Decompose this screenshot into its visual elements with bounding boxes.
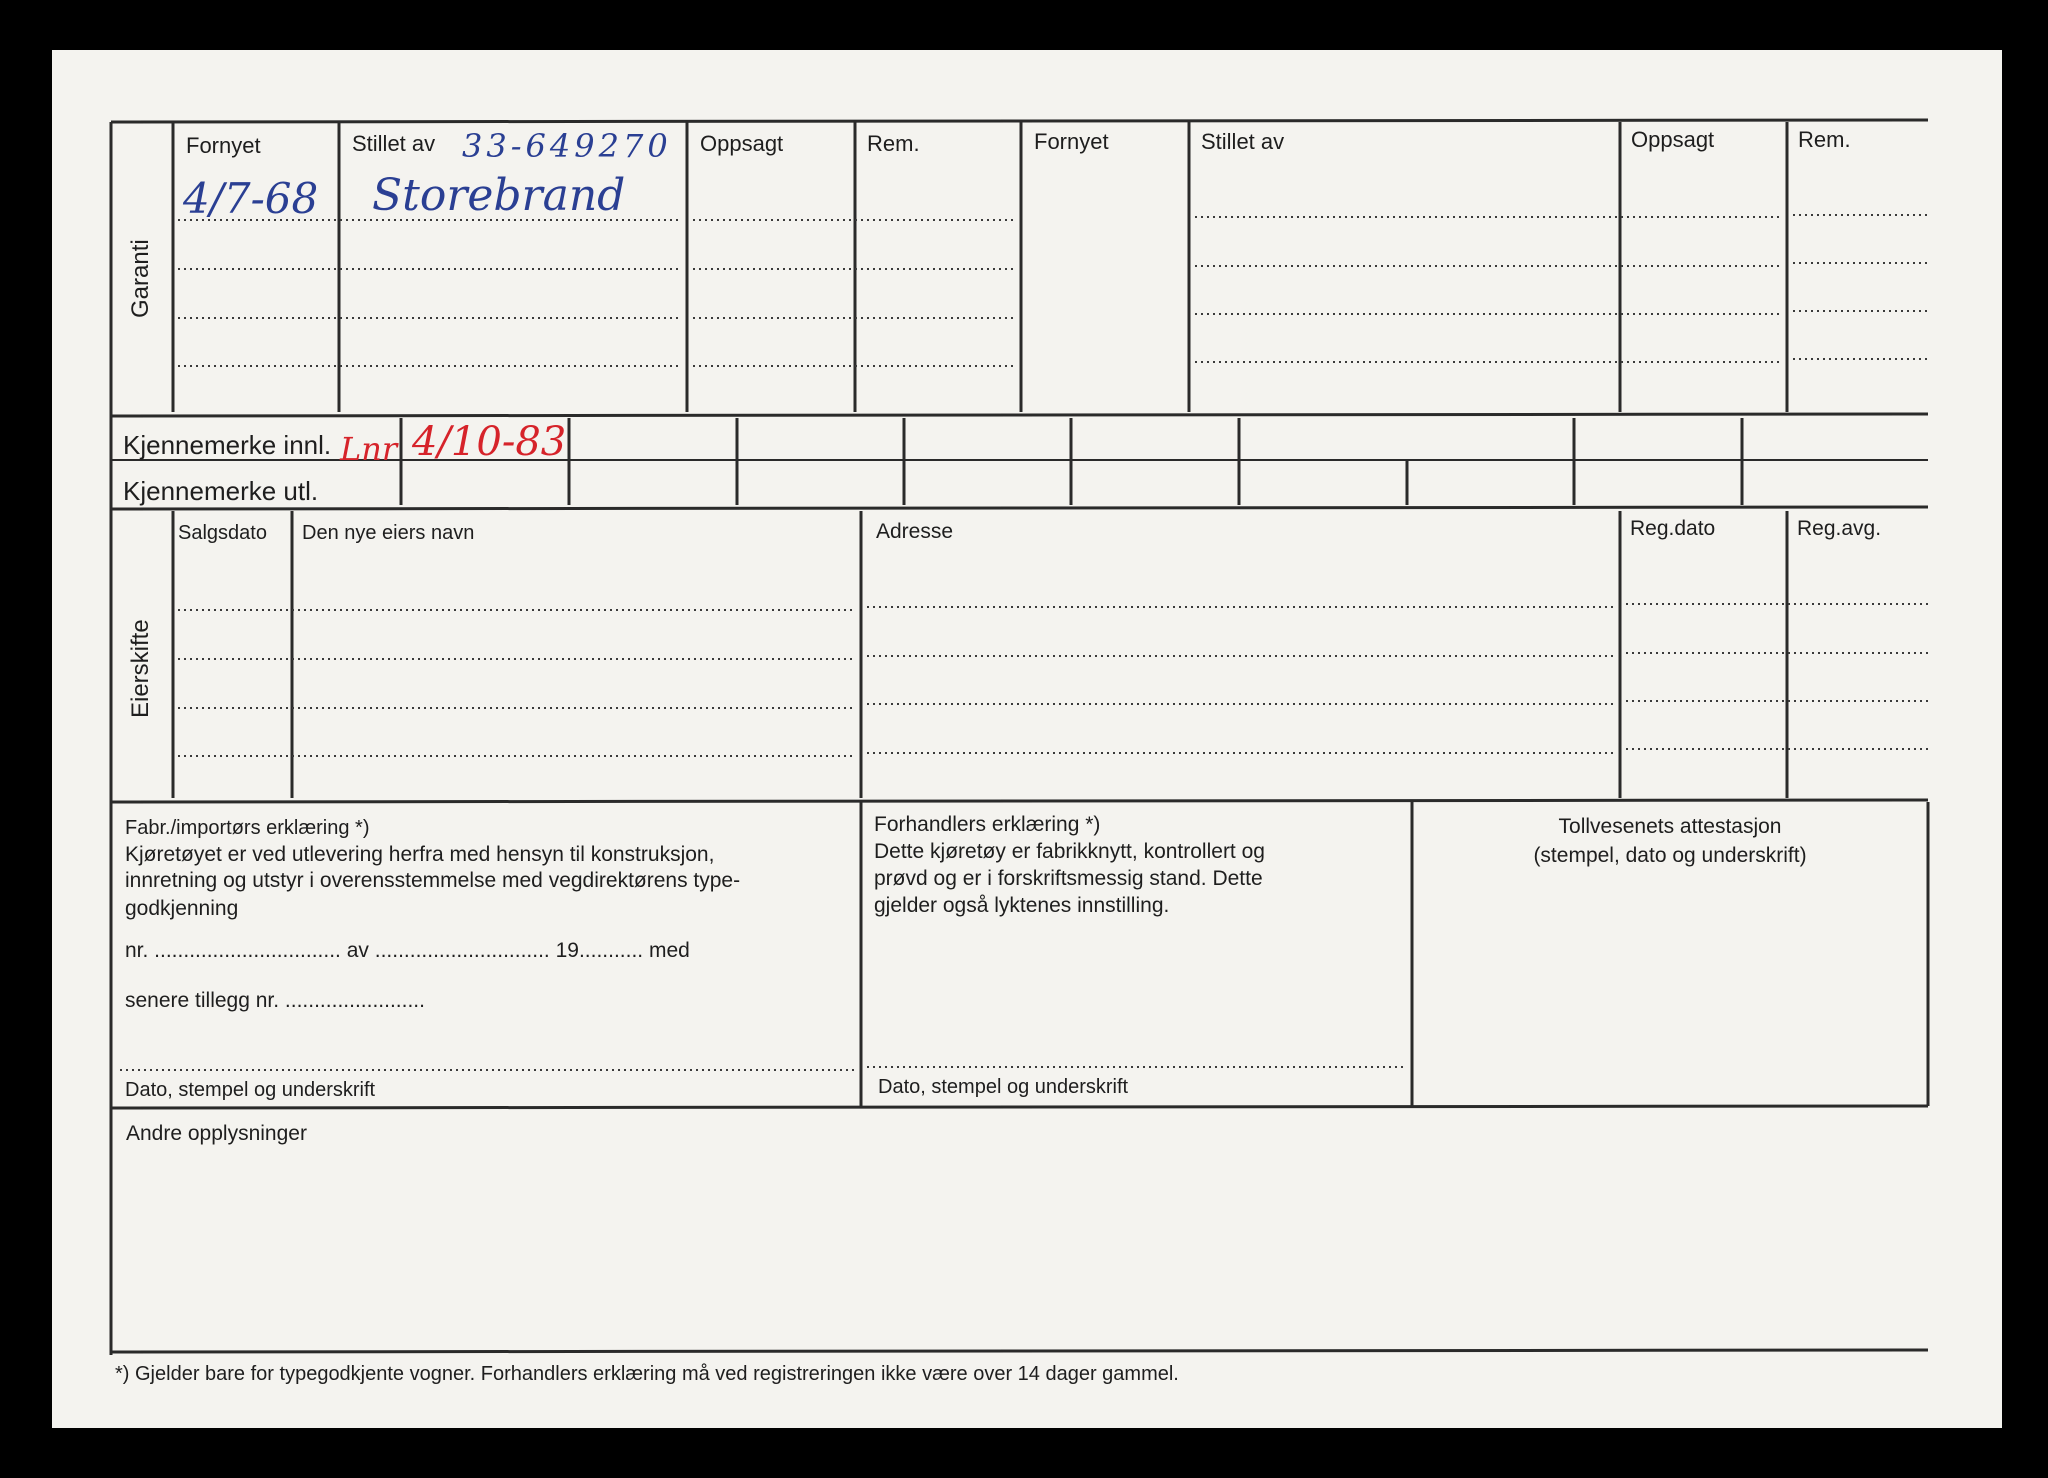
fabr-line-2: innretning og utstyr i overensstemmelse med vegdirektørens type-: [125, 869, 741, 892]
handwritten-guarantee-number: 33-649270: [462, 127, 672, 165]
garanti-header-fornyet-2: Fornyet: [1034, 129, 1109, 154]
eierskifte-header-reg-dato: Reg.dato: [1630, 517, 1716, 540]
kjennemerke-innl-label: Kjennemerke innl.: [123, 430, 332, 460]
fabr-line-3: godkjenning: [125, 897, 239, 920]
toll-title: Tollvesenets attestasjon: [1558, 815, 1782, 838]
toll-block: [1412, 816, 1928, 866]
garanti-header-rem-1: Rem.: [867, 131, 920, 156]
handwritten-fornyet-date: 4/7-68: [183, 174, 319, 223]
fabr-title: Fabr./importørs erklæring *): [125, 817, 370, 839]
eierskifte-header-salgsdato: Salgsdato: [178, 522, 267, 544]
kjennemerke-utl-label: Kjennemerke utl.: [123, 476, 319, 506]
andre-opplysninger-label: Andre opplysninger: [126, 1122, 307, 1145]
garanti-header-stillet-av-1: Stillet av: [352, 131, 436, 156]
vehicle-registration-card: [52, 50, 2002, 1428]
fabr-signature-label: Dato, stempel og underskrift: [125, 1079, 376, 1101]
fabr-line-1: Kjøretøyet er ved utlevering herfra med hensyn til konstruksjon,: [125, 843, 715, 866]
forhandler-title: Forhandlers erklæring *): [874, 813, 1101, 836]
forhandler-line-3: gjelder også lyktenes innstilling.: [874, 894, 1170, 917]
garanti-header-oppsagt-2: Oppsagt: [1631, 127, 1715, 152]
handwritten-lnr: Lnr: [340, 430, 398, 468]
fabr-nr-line: nr. ................................ av .............................. 19........... med: [125, 939, 690, 962]
garanti-header-fornyet-1: Fornyet: [186, 133, 261, 158]
eierskifte-header-navn: Den nye eiers navn: [302, 522, 475, 544]
handwritten-kjennemerke-date: 4/10-83: [412, 419, 567, 465]
handwritten-insurer-signature: Storebrand: [372, 170, 626, 221]
eierskifte-header-reg-avg: Reg.avg.: [1797, 517, 1882, 540]
eierskifte-header-adresse: Adresse: [876, 520, 954, 543]
garanti-header-rem-2: Rem.: [1798, 127, 1851, 152]
footnote: *) Gjelder bare for typegodkjente vogner. Forhandlers erklæring må ved registreringen ikke være over 14 dager gammel.: [115, 1363, 1179, 1385]
forhandler-line-1: Dette kjøretøy er fabrikknytt, kontrollert og: [874, 840, 1265, 863]
forhandler-signature-label: Dato, stempel og underskrift: [878, 1076, 1129, 1098]
garanti-side-label: Garanti: [127, 239, 154, 318]
fabr-senere-tillegg: senere tillegg nr. ........................: [125, 989, 425, 1012]
form-grid-lines: [52, 50, 2002, 1428]
garanti-header-oppsagt-1: Oppsagt: [700, 131, 784, 156]
garanti-header-stillet-av-2: Stillet av: [1201, 129, 1285, 154]
eierskifte-side-label: Eierskifte: [127, 619, 154, 718]
forhandler-line-2: prøvd og er i forskriftsmessig stand. Dette: [874, 867, 1263, 890]
toll-subtitle: (stempel, dato og underskrift): [1533, 844, 1807, 867]
